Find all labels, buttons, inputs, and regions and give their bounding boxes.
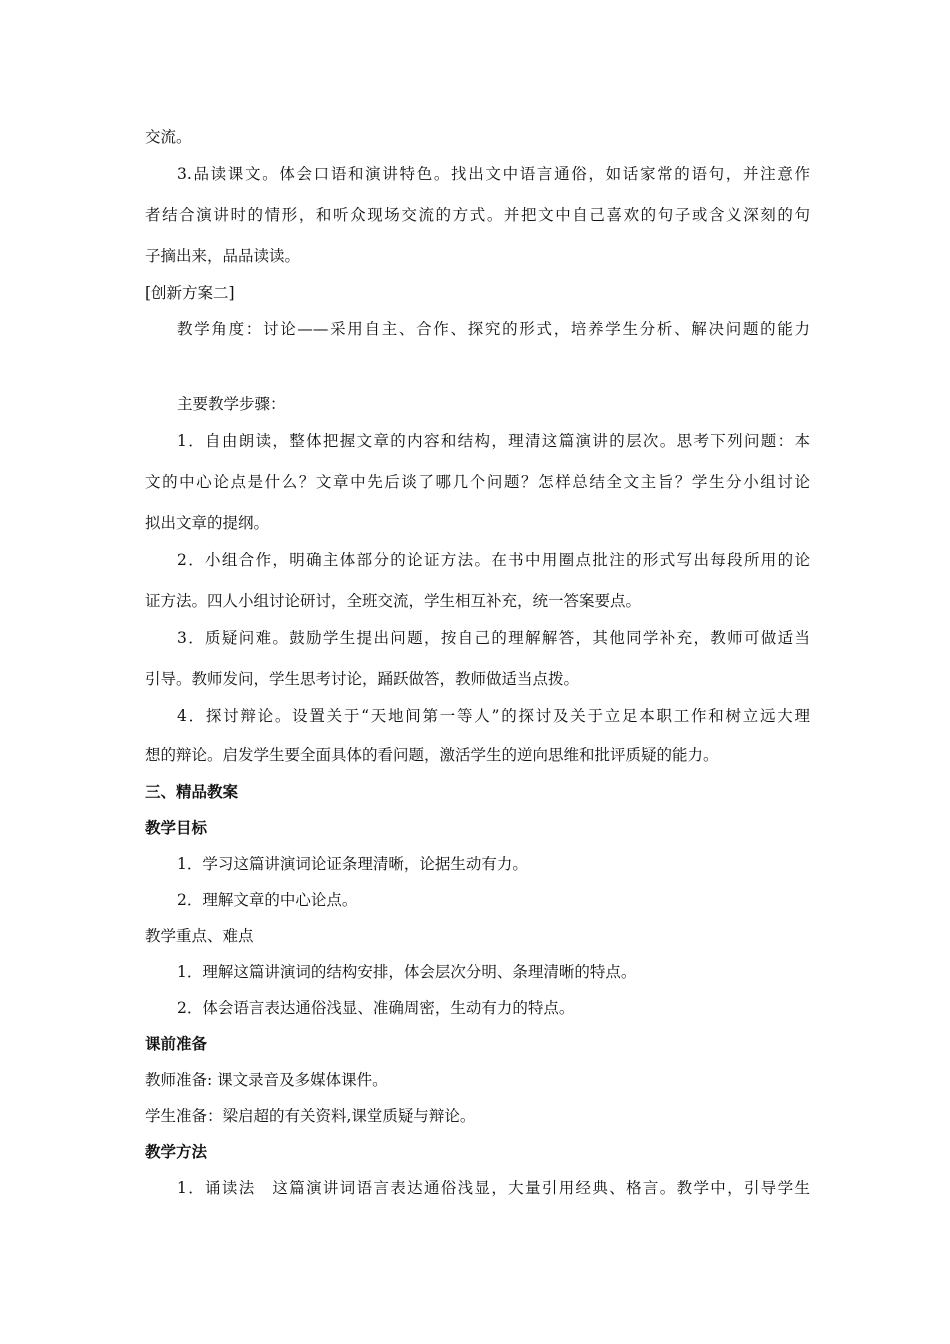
text-line: 3.品读课文。体会口语和演讲特色。找出文中语言通俗，如话家常的语句，并注意作 (177, 165, 810, 183)
section-label: [创新方案二] (145, 284, 235, 302)
text-line: 交流。 (145, 128, 192, 146)
text-line: 1．自由朗读，整体把握文章的内容和结构，理清这篇演讲的层次。思考下列问题：本 (177, 432, 810, 450)
text-line: 教师准备: 课文录音及多媒体课件。 (145, 1071, 388, 1089)
subsection-heading: 课前准备 (145, 1035, 208, 1053)
subsection-heading: 教学方法 (145, 1143, 208, 1161)
text-line: 子摘出来，品品读读。 (145, 247, 301, 265)
text-line: 1．理解这篇讲演词的结构安排，体会层次分明、条理清晰的特点。 (177, 963, 637, 981)
text-line: 2．小组合作，明确主体部分的论证方法。在书中用圈点批注的形式写出每段所用的论 (177, 551, 810, 569)
text-line: 4．探讨辩论。设置关于“天地间第一等人”的探讨及关于立足本职工作和树立远大理 (177, 707, 810, 725)
text-line: 1．诵读法 这篇演讲词语言表达通俗浅显，大量引用经典、格言。教学中，引导学生 (177, 1179, 810, 1197)
subsection-heading: 教学重点、难点 (145, 927, 254, 945)
text-line: 学生准备：梁启超的有关资料,课堂质疑与辩论。 (145, 1107, 476, 1125)
section-heading: 三、精品教案 (145, 783, 239, 801)
text-line: 证方法。四人小组讨论研讨，全班交流，学生相互补充，统一答案要点。 (145, 592, 642, 610)
subsection-heading: 教学目标 (145, 819, 208, 837)
text-line: 引导。教师发问，学生思考讨论，踊跃做答，教师做适当点拨。 (145, 670, 580, 688)
text-line: 2．体会语言表达通俗浅显、准确周密，生动有力的特点。 (177, 999, 575, 1017)
text-line: 主要教学步骤： (177, 395, 286, 413)
text-line: 教学角度：讨论——采用自主、合作、探究的形式，培养学生分析、解决问题的能力 (177, 320, 810, 338)
text-line: 1．学习这篇讲演词论证条理清晰，论据生动有力。 (177, 855, 528, 873)
text-line: 想的辩论。启发学生要全面具体的看问题，激活学生的逆向思维和批评质疑的能力。 (145, 746, 719, 764)
text-line: 者结合演讲时的情形，和听众现场交流的方式。并把文中自己喜欢的句子或含义深刻的句 (145, 206, 810, 224)
text-line: 文的中心论点是什么？文章中先后谈了哪几个问题？怎样总结全文主旨？学生分小组讨论 (145, 473, 810, 491)
text-line: 2．理解文章的中心论点。 (177, 891, 358, 909)
text-line: 3．质疑问难。鼓励学生提出问题，按自己的理解解答，其他同学补充，教师可做适当 (177, 629, 810, 647)
text-line: 拟出文章的提纲。 (145, 514, 270, 532)
